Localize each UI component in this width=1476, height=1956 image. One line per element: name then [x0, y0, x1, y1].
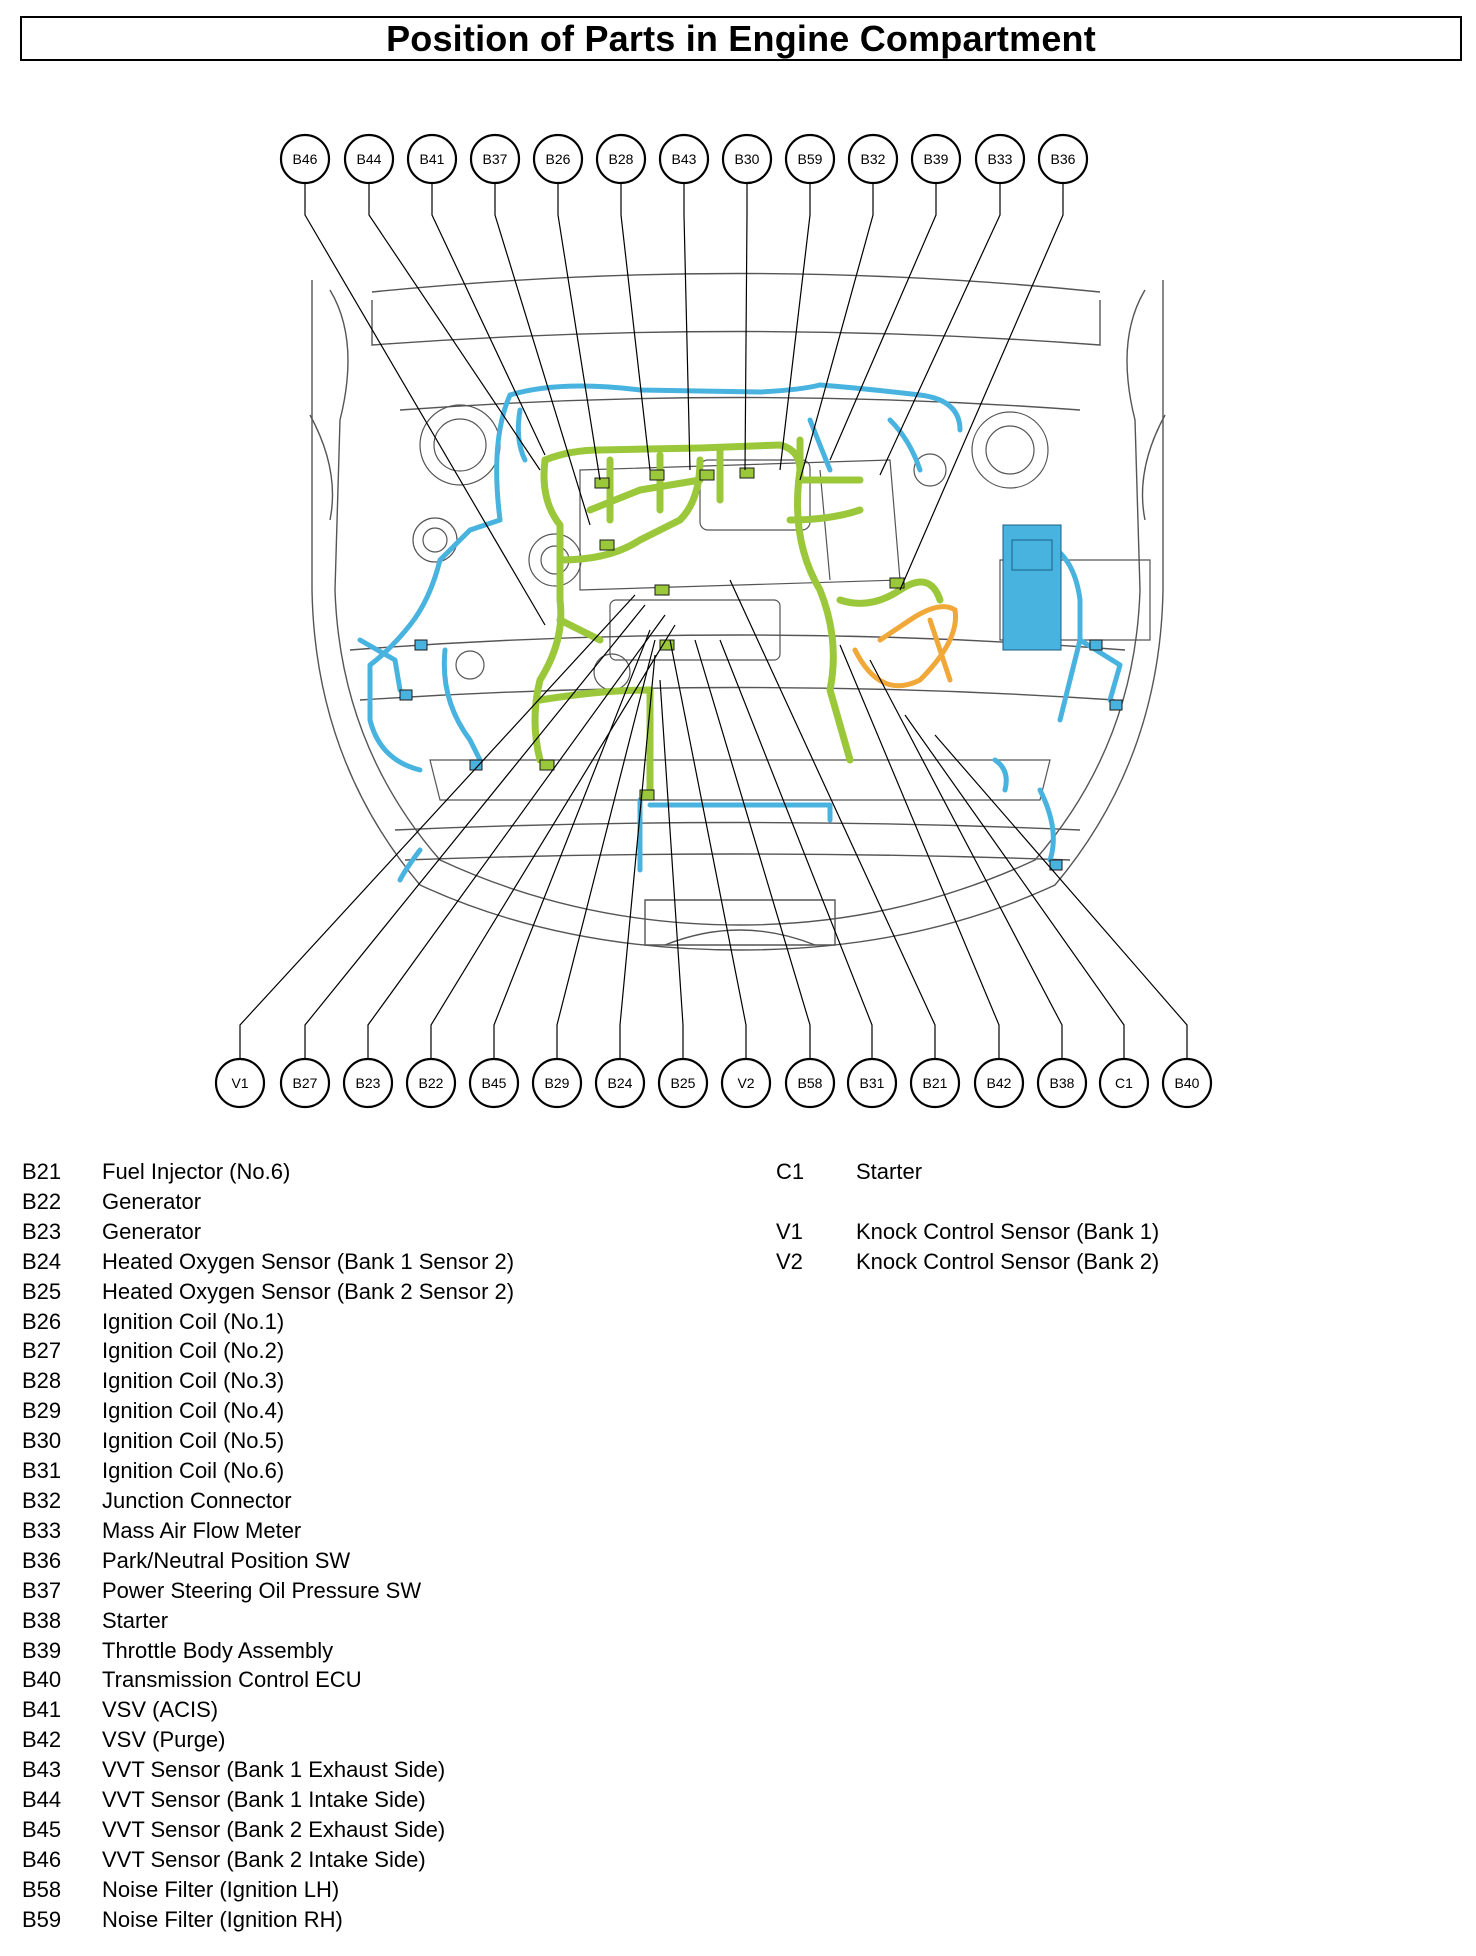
leader-line-b31: [720, 640, 872, 1059]
label-text: B22: [418, 1075, 444, 1091]
leader-line-b44: [369, 183, 540, 470]
legend-name: Knock Control Sensor (Bank 1): [856, 1218, 1160, 1244]
legend-row-b28: [22, 1366, 514, 1396]
legend-name: VVT Sensor (Bank 2 Exhaust Side): [102, 1816, 446, 1842]
leader-line-b30: [745, 183, 747, 470]
legend-code: B40: [22, 1667, 62, 1693]
legend-row-b26: [22, 1307, 514, 1337]
label-text: B23: [355, 1075, 381, 1091]
label-text: B44: [356, 151, 382, 167]
bottom-label-b29: [533, 1059, 581, 1107]
legend-row-b30: [22, 1426, 514, 1456]
leader-line-b59: [780, 183, 810, 470]
legend-name: Ignition Coil (No.1): [102, 1308, 285, 1334]
label-text: B32: [860, 151, 886, 167]
leader-line-b58: [695, 640, 810, 1059]
legend-row-b37: [22, 1576, 514, 1606]
legend-name: VVT Sensor (Bank 1 Exhaust Side): [102, 1757, 446, 1783]
legend-code: B21: [22, 1159, 62, 1184]
legend-name: Mass Air Flow Meter: [102, 1517, 302, 1543]
label-text: B46: [292, 151, 318, 167]
label-text: B26: [545, 151, 571, 167]
top-label-b28: [597, 135, 645, 183]
legend-code: B23: [22, 1218, 62, 1244]
legend-left-column: [22, 1157, 514, 1935]
label-text: B24: [607, 1075, 633, 1091]
legend-row-b45: [22, 1815, 514, 1845]
legend-name: VSV (ACIS): [102, 1697, 219, 1723]
label-text: B29: [544, 1075, 570, 1091]
bottom-label-b58: [786, 1059, 834, 1107]
legend-code: B45: [22, 1816, 62, 1842]
leader-line-b26: [558, 183, 600, 480]
legend-row-b33: [22, 1516, 514, 1546]
legend-row-b41: [22, 1695, 514, 1725]
legend-code: B26: [22, 1308, 62, 1334]
legend-name: VVT Sensor (Bank 2 Intake Side): [102, 1846, 426, 1872]
legend-row-b42: [22, 1725, 514, 1755]
leader-line-b42: [840, 645, 999, 1059]
label-text: C1: [1115, 1075, 1133, 1091]
legend-code: B37: [22, 1577, 62, 1603]
legend-code: C1: [776, 1159, 805, 1184]
top-label-row: [281, 135, 1087, 183]
top-label-b44: [345, 135, 393, 183]
legend-name: Heated Oxygen Sensor (Bank 2 Sensor 2): [102, 1278, 515, 1304]
bottom-label-row: [216, 1059, 1211, 1107]
legend-name: VSV (Purge): [102, 1727, 226, 1753]
top-label-b36: [1039, 135, 1087, 183]
leader-line-b38: [870, 660, 1062, 1059]
bottom-label-c1: [1100, 1059, 1148, 1107]
legend-name: Ignition Coil (No.2): [102, 1338, 285, 1364]
leader-line-b41: [432, 183, 545, 455]
legend-code: B43: [22, 1757, 62, 1783]
label-text: B27: [292, 1075, 318, 1091]
label-text: B45: [481, 1075, 507, 1091]
legend-code: B36: [22, 1547, 62, 1573]
legend-row-b44: [22, 1785, 514, 1815]
label-text: V2: [737, 1075, 755, 1091]
legend-code: B22: [22, 1188, 62, 1214]
legend-code: B42: [22, 1727, 62, 1753]
legend-code: B59: [22, 1906, 62, 1932]
top-label-b46: [281, 135, 329, 183]
legend-name: Starter: [102, 1607, 169, 1633]
legend-code: B24: [22, 1248, 62, 1274]
top-label-b59: [786, 135, 834, 183]
legend-row-v2: [776, 1247, 1159, 1277]
legend-row-c1: [776, 1157, 1159, 1187]
label-text: B38: [1049, 1075, 1075, 1091]
legend-code: B27: [22, 1338, 62, 1364]
legend-code: B29: [22, 1398, 62, 1424]
legend-row-b31: [22, 1456, 514, 1486]
leader-line-b39: [830, 183, 936, 460]
label-text: B28: [608, 151, 634, 167]
leader-line-v1: [240, 595, 635, 1059]
legend-name: Throttle Body Assembly: [102, 1637, 334, 1663]
bottom-label-b45: [470, 1059, 518, 1107]
legend-row-b27: [22, 1336, 514, 1366]
top-label-b33: [976, 135, 1024, 183]
legend-code: B39: [22, 1637, 62, 1663]
top-label-b32: [849, 135, 897, 183]
legend-row-b38: [22, 1606, 514, 1636]
legend-code: B46: [22, 1846, 62, 1872]
label-text: B31: [859, 1075, 885, 1091]
legend-name: Knock Control Sensor (Bank 2): [856, 1248, 1160, 1274]
legend-row-b59: [22, 1905, 514, 1935]
legend-row-b40: [22, 1665, 514, 1695]
legend-row-v1: [776, 1217, 1159, 1247]
legend-name: Generator: [102, 1188, 202, 1214]
legend-row-b46: [22, 1845, 514, 1875]
label-text: B25: [670, 1075, 696, 1091]
legend-row-b39: [22, 1636, 514, 1666]
label-text: B41: [419, 151, 445, 167]
top-label-b30: [723, 135, 771, 183]
label-text: B33: [987, 151, 1013, 167]
leader-line-b28: [621, 183, 650, 470]
legend-name: Power Steering Oil Pressure SW: [102, 1577, 422, 1603]
legend-code: B58: [22, 1876, 62, 1902]
bottom-label-b21: [911, 1059, 959, 1107]
fuse-box: [1003, 525, 1061, 650]
legend-row-b36: [22, 1546, 514, 1576]
top-label-b37: [471, 135, 519, 183]
legend-row-b43: [22, 1755, 514, 1785]
top-label-b26: [534, 135, 582, 183]
legend-right-column: [776, 1157, 1159, 1277]
legend-row-b24: [22, 1247, 514, 1277]
legend-name: Starter: [856, 1159, 923, 1184]
bottom-label-b38: [1038, 1059, 1086, 1107]
legend-code: B32: [22, 1487, 62, 1513]
legend-code: B25: [22, 1278, 62, 1304]
legend-name: Ignition Coil (No.3): [102, 1368, 285, 1394]
label-text: B37: [482, 151, 508, 167]
legend-code: V2: [776, 1248, 803, 1274]
legend-code: B31: [22, 1458, 62, 1484]
label-text: B40: [1174, 1075, 1200, 1091]
legend-row-b25: [22, 1277, 514, 1307]
legend-name: Ignition Coil (No.6): [102, 1458, 285, 1484]
label-text: B39: [923, 151, 949, 167]
bottom-label-b25: [659, 1059, 707, 1107]
legend-code: V1: [776, 1218, 803, 1244]
bottom-label-v1: [216, 1059, 264, 1107]
bottom-label-v2: [722, 1059, 770, 1107]
label-text: B30: [734, 151, 760, 167]
legend-name: VVT Sensor (Bank 1 Intake Side): [102, 1787, 426, 1813]
top-label-b43: [660, 135, 708, 183]
bottom-label-b27: [281, 1059, 329, 1107]
legend-row-b32: [22, 1486, 514, 1516]
label-text: B43: [671, 151, 697, 167]
bottom-label-b22: [407, 1059, 455, 1107]
label-text: B58: [797, 1075, 823, 1091]
legend-name: Park/Neutral Position SW: [102, 1547, 351, 1573]
top-label-b39: [912, 135, 960, 183]
legend-code: B44: [22, 1787, 62, 1813]
harness-orange: [855, 607, 956, 686]
label-text: B21: [922, 1075, 948, 1091]
legend-row-b29: [22, 1396, 514, 1426]
legend-code: B41: [22, 1697, 62, 1723]
page-title: Position of Parts in Engine Compartment: [386, 17, 1096, 59]
label-text: V1: [231, 1075, 249, 1091]
legend-name: Ignition Coil (No.4): [102, 1398, 285, 1424]
label-text: B42: [986, 1075, 1012, 1091]
legend-code: B30: [22, 1428, 62, 1454]
legend-name: Noise Filter (Ignition LH): [102, 1876, 340, 1902]
legend-name: Heated Oxygen Sensor (Bank 1 Sensor 2): [102, 1248, 515, 1274]
leader-line-b43: [684, 183, 690, 470]
legend-code: B33: [22, 1517, 62, 1543]
legend-name: Noise Filter (Ignition RH): [102, 1906, 343, 1932]
legend-row-b58: [22, 1875, 514, 1905]
legend-name: Ignition Coil (No.5): [102, 1428, 285, 1454]
bottom-label-b23: [344, 1059, 392, 1107]
legend-code: B38: [22, 1607, 62, 1633]
label-text: B59: [797, 151, 823, 167]
label-text: B36: [1050, 151, 1076, 167]
legend-row-b22: [22, 1187, 514, 1217]
legend-name: Transmission Control ECU: [102, 1667, 362, 1693]
leader-line-c1: [905, 715, 1124, 1059]
legend-name: Generator: [102, 1218, 202, 1244]
bottom-label-b24: [596, 1059, 644, 1107]
leader-line-b25: [660, 680, 683, 1059]
legend-row-b21: [22, 1157, 514, 1187]
legend-name: Junction Connector: [102, 1487, 292, 1513]
legend-name: Fuel Injector (No.6): [102, 1159, 291, 1184]
legend-row-b23: [22, 1217, 514, 1247]
bottom-label-b40: [1163, 1059, 1211, 1107]
leader-line-b40: [935, 735, 1187, 1059]
top-label-b41: [408, 135, 456, 183]
legend-gap: [776, 1187, 1159, 1217]
legend-code: B28: [22, 1368, 62, 1394]
bottom-label-b42: [975, 1059, 1023, 1107]
bottom-label-b31: [848, 1059, 896, 1107]
